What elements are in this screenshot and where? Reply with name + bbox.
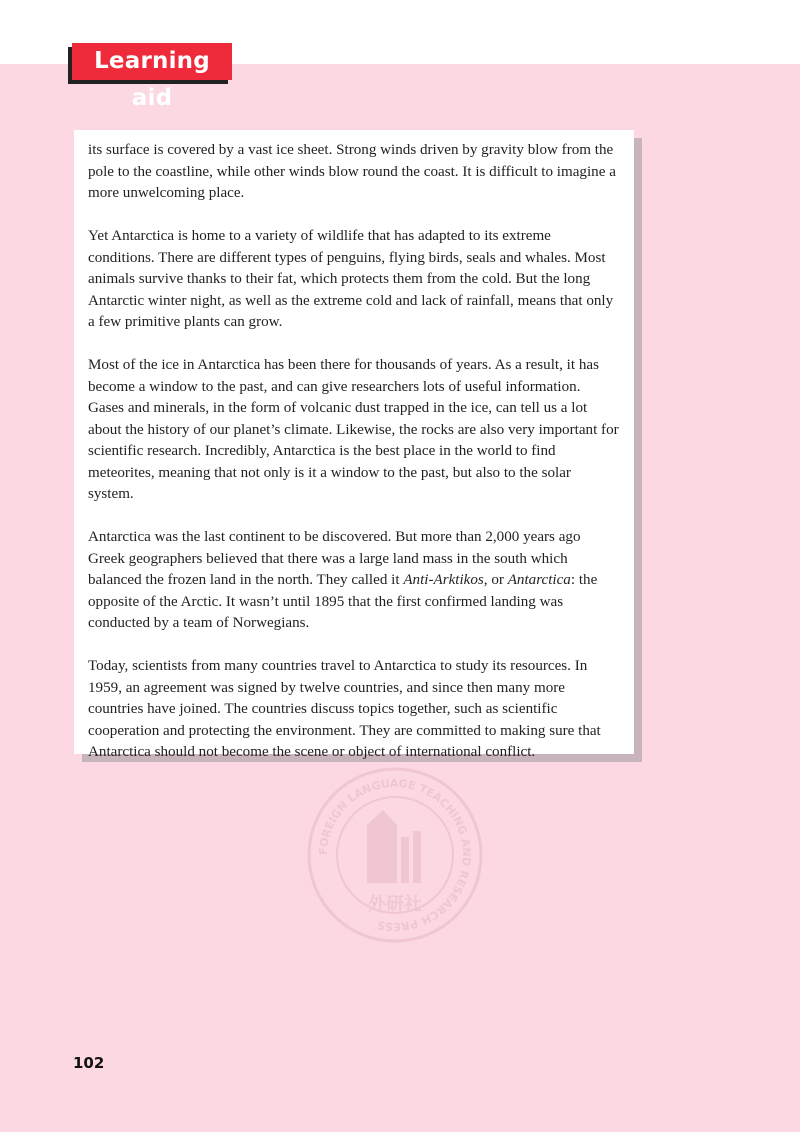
paragraph-4-part-2: , or bbox=[483, 572, 508, 588]
learning-aid-tag: Learning aid bbox=[72, 43, 232, 80]
paragraph-2: Yet Antarctica is home to a variety of wildlife that has adapted to its extreme conditions. There are different types of penguins, flying birds, seals and whales. Most animals survive thanks to their fat, which protects them from the cold. But the long Antarctic winter night, as well as the extreme cold and lack of rainfall, means that only a few primitive plants can grow. bbox=[88, 228, 614, 330]
paragraph-4-part-3: : the opposite of the Arctic. It wasn’t until 1895 that the first confirmed landing was conducted by a team of Norwegians. bbox=[88, 572, 598, 631]
term-anti-arktikos: Anti-Arktikos bbox=[403, 572, 484, 588]
svg-text:FOREIGN LANGUAGE TEACHING AND: FOREIGN LANGUAGE TEACHING AND RESEARCH PRESS bbox=[316, 776, 474, 934]
paragraph-4-part-1: Antarctica was the last continent to be discovered. But more than 2,000 years ago Greek geographers believed that there was a large land mass in the south which balanced the frozen land in the north. They called it bbox=[88, 529, 581, 588]
publisher-seal-watermark bbox=[305, 765, 485, 945]
paragraph-1: its surface is covered by a vast ice sheet. Strong winds driven by gravity blow from the pole to the coastline, while other winds blow round the coast. It is difficult to imagine a more unwelcoming place. bbox=[88, 142, 616, 201]
svg-text:外研社: 外研社 bbox=[368, 894, 422, 915]
page-number: 102 bbox=[73, 1054, 105, 1072]
term-antarctica: Antarctica bbox=[507, 572, 571, 588]
paragraph-4 bbox=[88, 527, 620, 635]
paragraph-3: Most of the ice in Antarctica has been there for thousands of years. As a result, it has become a window to the past, and can give researchers lots of useful information. Gases and minerals, in the form of volcanic dust trapped in the ice, can tell us a lot about the history of our planet’s climate. Likewise, the rocks are also very important for scientific research. Incredibly, Antarctica is the best place in the world to find meteorites, meaning that not only is it a window to the past, but also to the solar system. bbox=[88, 357, 619, 502]
paragraph-5: Today, scientists from many countries travel to Antarctica to study its resources. In 1959, an agreement was signed by twelve countries, and since then many more countries have joined. The countries discuss topics together, such as scientific cooperation and protecting the environment. They are committed to making sure that Antarctica should not become the scene or object of international conflict. bbox=[88, 658, 601, 760]
text-box bbox=[74, 130, 634, 760]
